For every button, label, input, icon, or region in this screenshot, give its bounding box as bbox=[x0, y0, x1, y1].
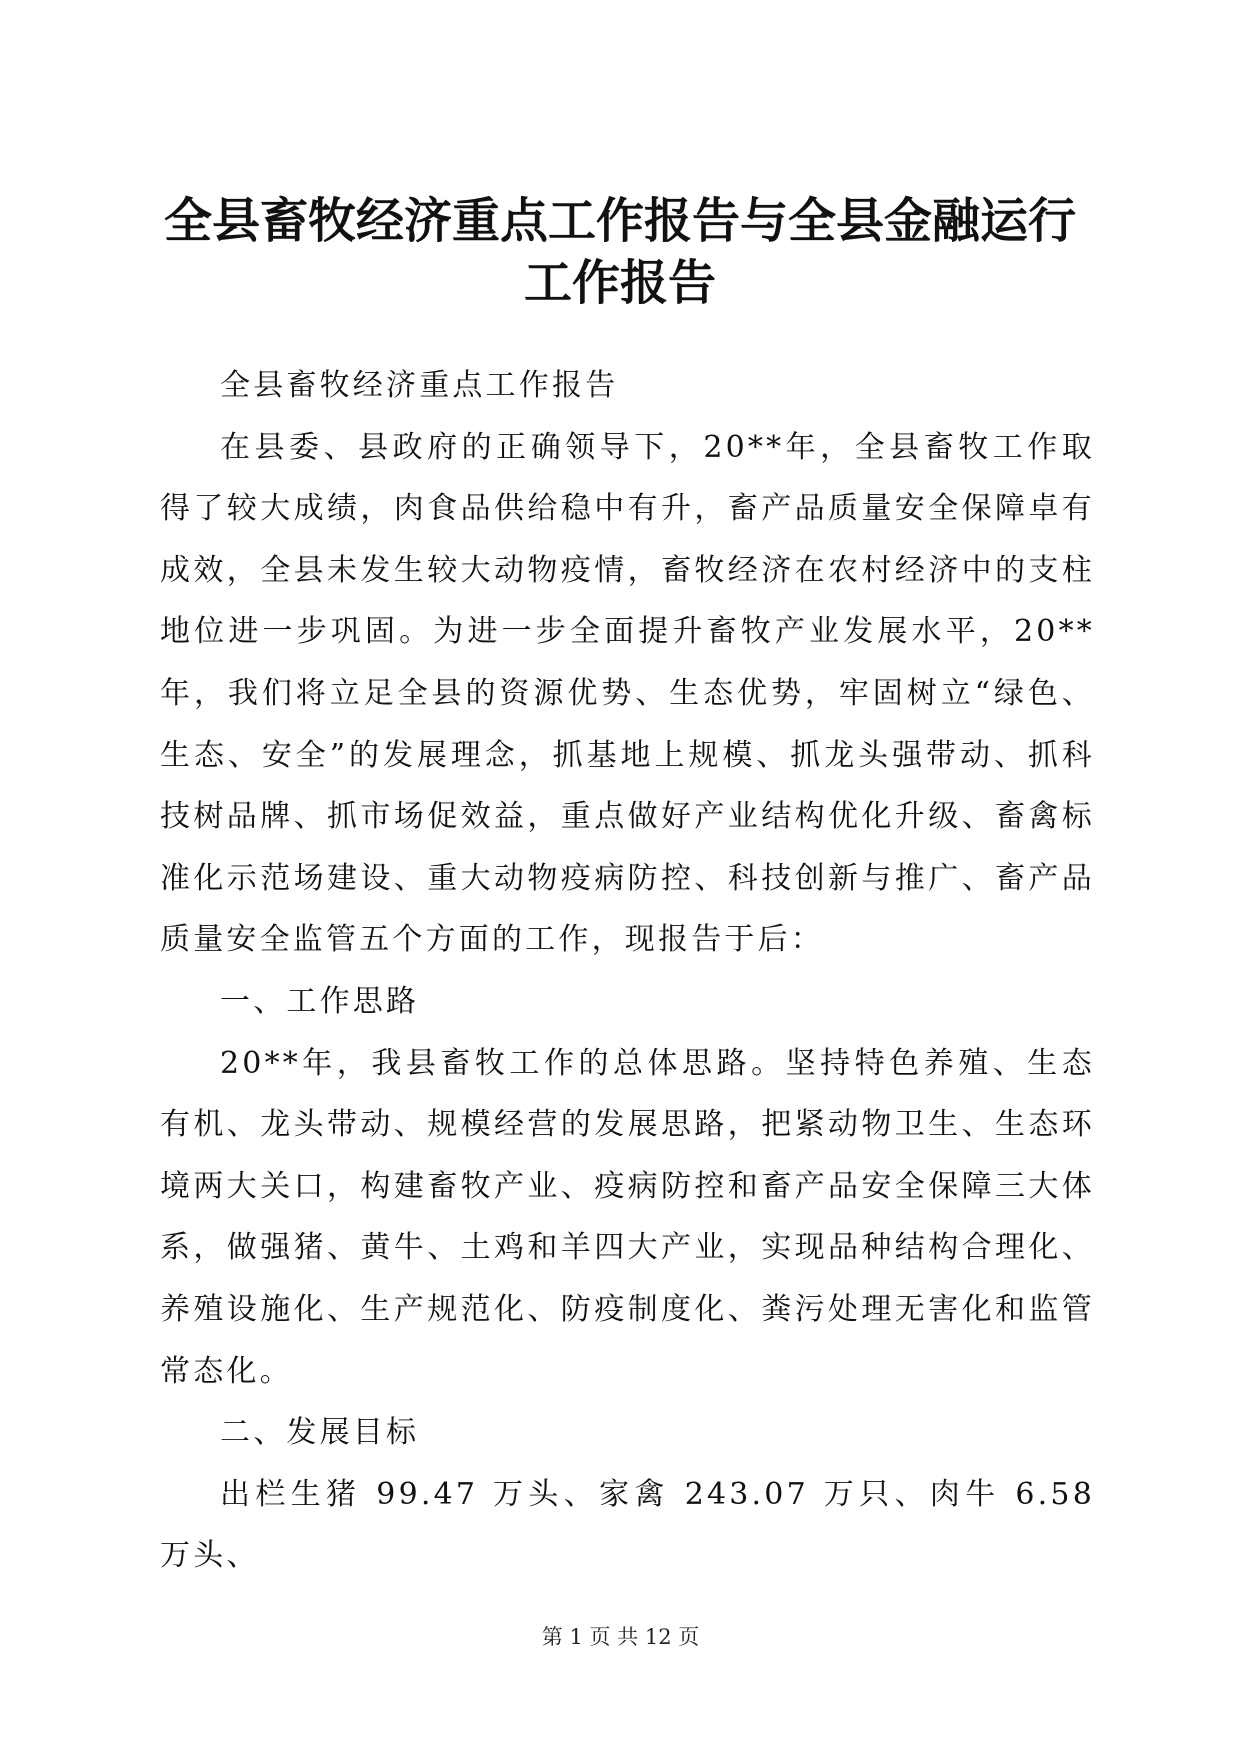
section-heading-development-goals: 二、发展目标 bbox=[220, 1415, 420, 1451]
page-footer: 第 1 页 共 12 页 bbox=[541, 1625, 700, 1649]
document-body bbox=[160, 355, 1095, 1587]
document-title: 全县畜牧经济重点工作报告与全县金融运行工作报告 bbox=[163, 193, 1076, 311]
section-heading-report: 全县畜牧经济重点工作报告 bbox=[220, 368, 619, 403]
work-ideas-paragraph: 20**年，我县畜牧工作的总体思路。坚持特色养殖、生态有机、龙头带动、规模经营的发展思路，把紧动物卫生、生态环境两大关口，构建畜牧产业、疫病防控和畜产品安全保障三大体系，做强猪、黄牛、土鸡和羊四大产业，实现品种结构合理化、养殖设施化、生产规范化、防疫制度化、粪污处理无害化和监管常态化。 bbox=[160, 1045, 1095, 1389]
section-heading-work-ideas: 一、工作思路 bbox=[220, 983, 420, 1019]
development-goals-paragraph: 出栏生猪 99.47 万头、家禽 243.07 万只、肉牛 6.58 万头、 bbox=[160, 1476, 1095, 1574]
intro-paragraph: 在县委、县政府的正确领导下，20**年，全县畜牧工作取得了较大成绩，肉食品供给稳中有升，畜产品质量安全保障卓有成效，全县未发生较大动物疫情，畜牧经济在农村经济中的支柱地位进一步巩固。为进一步全面提升畜牧产业发展水平，20**年，我们将立足全县的资源优势、生态优势，牢固树立“绿色、生态、安全”的发展理念，抓基地上规模、抓龙头强带动、抓科技树品牌、抓市场促效益，重点做好产业结构优化升级、畜禽标准化示范场建设、重大动物疫病防控、科技创新与推广、畜产品质量安全监管五个方面的工作，现报告于后： bbox=[160, 429, 1095, 958]
